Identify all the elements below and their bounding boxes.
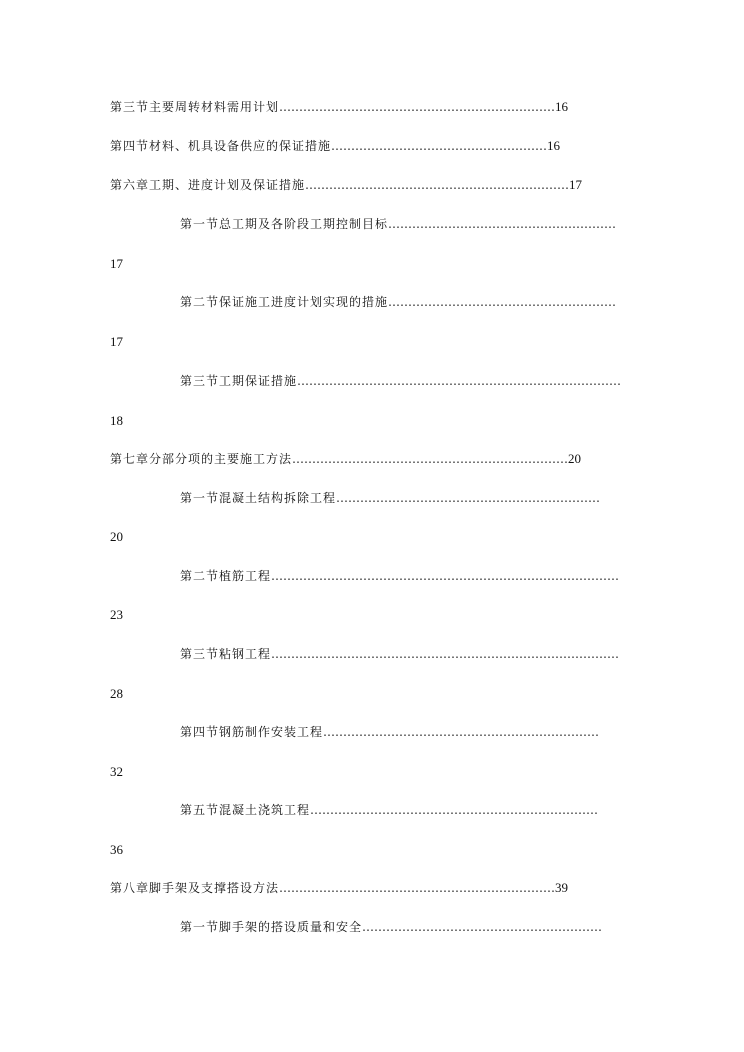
toc-entry[interactable] (180, 919, 635, 935)
toc-entry-title: 第二节保证施工进度计划实现的措施 (180, 295, 389, 309)
toc-entry-title: 第三节工期保证措施 (180, 374, 298, 388)
toc-page-number: 28 (110, 686, 123, 701)
toc-entry[interactable] (180, 568, 635, 584)
toc-leader-dots: …………………………………………………………… (323, 725, 600, 739)
toc-leader-dots: ……………………………………………………………………… (297, 374, 622, 388)
toc-leader-dots: …………………………………………………………………………… (271, 569, 620, 583)
toc-page-number: 20 (568, 451, 582, 466)
toc-entry-title: 第四节材料、机具设备供应的保证措施 (110, 139, 332, 153)
toc-leader-dots: …………………………………………………………………………… (271, 647, 620, 661)
toc-entry[interactable] (180, 490, 635, 506)
toc-leader-dots: ………………………………………………………… (336, 491, 601, 505)
toc-entry-title: 第三节主要周转材料需用计划 (110, 100, 280, 114)
toc-leader-dots: ………………………………………………… (388, 217, 617, 231)
toc-page-number: 16 (555, 99, 569, 114)
toc-leader-dots: ………………………………………………… (388, 295, 617, 309)
toc-entry-title: 第三节粘钢工程 (180, 647, 272, 661)
toc-leader-dots: ………………………………………………………… (305, 178, 570, 192)
toc-page-number: 17 (110, 334, 123, 349)
toc-entry-title: 第六章工期、进度计划及保证措施 (110, 178, 306, 192)
toc-page-number: 32 (110, 764, 123, 779)
toc-entry[interactable] (110, 138, 580, 154)
toc-page-number: 16 (547, 138, 561, 153)
toc-entry-title: 第七章分部分项的主要施工方法 (110, 452, 293, 466)
toc-page-number: 20 (110, 529, 123, 544)
toc-entry[interactable] (110, 177, 610, 193)
toc-page-number: 17 (110, 256, 123, 271)
toc-entry[interactable] (110, 99, 580, 115)
toc-entry[interactable] (180, 373, 635, 389)
toc-leader-dots: …………………………………………………………… (279, 100, 556, 114)
toc-page-number: 18 (110, 413, 123, 428)
toc-entry[interactable] (180, 724, 635, 740)
toc-leader-dots: …………………………………………………………… (292, 452, 569, 466)
toc-entry-title: 第一节脚手架的搭设质量和安全 (180, 920, 363, 934)
toc-entry-title: 第一节总工期及各阶段工期控制目标 (180, 217, 389, 231)
toc-leader-dots: …………………………………………………………… (279, 881, 556, 895)
toc-page-number: 23 (110, 607, 123, 622)
toc-entry-title: 第四节钢筋制作安装工程 (180, 725, 324, 739)
toc-entry-title: 第八章脚手架及支撑搭设方法 (110, 881, 280, 895)
toc-entry[interactable] (110, 880, 610, 896)
toc-leader-dots: ……………………………………………… (331, 139, 548, 153)
toc-entry[interactable] (180, 294, 635, 310)
toc-entry[interactable] (180, 802, 635, 818)
toc-leader-dots: …………………………………………………… (362, 920, 603, 934)
toc-entry[interactable] (110, 451, 610, 467)
toc-entry[interactable] (180, 216, 635, 232)
toc-entry[interactable] (180, 646, 635, 662)
toc-page-number: 36 (110, 842, 123, 857)
toc-leader-dots: ……………………………………………………………… (310, 803, 599, 817)
toc-page-number: 17 (569, 177, 583, 192)
toc-page-number: 39 (555, 880, 569, 895)
toc-entry-title: 第二节植筋工程 (180, 569, 272, 583)
toc-entry-title: 第一节混凝土结构拆除工程 (180, 491, 337, 505)
toc-entry-title: 第五节混凝土浇筑工程 (180, 803, 311, 817)
